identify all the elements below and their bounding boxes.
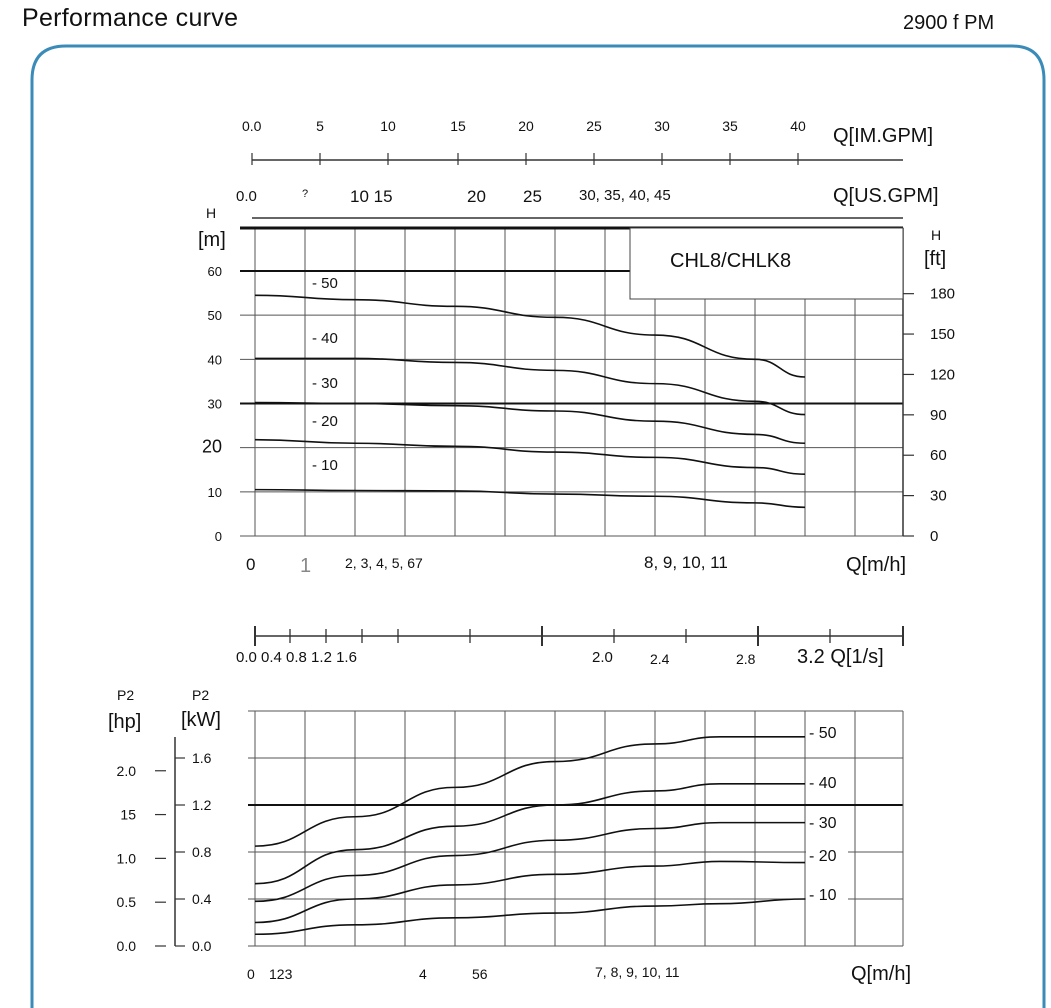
power-flow-tick-label: 123 (269, 966, 293, 982)
power-kw-axis-unit: [kW] (181, 709, 221, 731)
head-m-tick-label: 20 (201, 436, 222, 457)
head-m-tick-label: 50 (207, 308, 222, 324)
flow-ls-axis-label: 3.2 Q[1/s] (797, 646, 884, 668)
power-curve-label: - 10 (809, 887, 837, 904)
head-chart (198, 205, 955, 577)
flow-ls-axis (236, 626, 903, 668)
power-kw-tick-label: 1.6 (192, 750, 212, 766)
power-kw-tick-label: 1.2 (192, 797, 212, 813)
us-gpm-axis-label: Q[US.GPM] (833, 185, 939, 207)
power-hp-axis-unit: [hp] (108, 711, 142, 733)
us-gpm-tick-label: 25 (523, 187, 542, 206)
power-hp-tick-label: 0.5 (116, 894, 136, 911)
flow-axis-label: Q[m/h] (846, 554, 907, 576)
power-hp-tick-label: 1.0 (116, 850, 136, 867)
im-gpm-tick-label: 15 (450, 118, 466, 134)
power-flow-tick-label: 56 (472, 966, 488, 982)
us-gpm-axis (236, 185, 939, 218)
power-flow-tick-label: 0 (247, 966, 255, 982)
im-gpm-tick-label: 35 (722, 118, 738, 134)
power-kw-tick-label: 0.4 (192, 891, 212, 907)
power-curve-40 (255, 784, 805, 884)
flow-ls-tick-label: 2.0 (592, 649, 613, 666)
im-gpm-tick-label: 20 (518, 118, 534, 134)
power-kw-tick-label: 0.8 (192, 844, 212, 860)
flow-tick-label: 2, 3, 4, 5, 67 (345, 555, 423, 571)
power-hp-tick-label: 15 (120, 806, 136, 823)
flow-tick-label: 1 (300, 555, 312, 577)
flow-ls-tick-label: 0.0 0.4 0.8 1.2 1.6 (236, 649, 357, 666)
power-curve-10 (255, 899, 805, 934)
power-chart (108, 687, 911, 985)
power-hp-axis-label-top: P2 (117, 687, 135, 703)
im-gpm-tick-label: 5 (316, 118, 324, 134)
flow-ls-tick-label: 2.4 (650, 651, 670, 667)
model-label: CHL8/CHLK8 (670, 250, 792, 272)
power-curve-label: - 30 (809, 815, 837, 832)
head-curve-label: - 10 (312, 457, 338, 474)
power-kw-axis-label-top: P2 (192, 687, 210, 703)
head-ft-tick-label: 60 (930, 447, 947, 465)
head-ft-tick-label: 30 (930, 487, 947, 505)
head-ft-tick-label: 90 (930, 406, 947, 424)
head-m-axis-label-top: H (206, 205, 217, 221)
head-ft-axis-label-top: H (931, 227, 942, 243)
power-flow-axis-label: Q[m/h] (851, 963, 912, 985)
head-curve-label: - 40 (312, 330, 338, 347)
power-flow-tick-label: 7, 8, 9, 10, 11 (595, 964, 680, 980)
im-gpm-tick-label: 10 (380, 118, 396, 134)
head-m-tick-label: 60 (207, 263, 222, 279)
im-gpm-axis-label: Q[IM.GPM] (833, 125, 933, 147)
us-gpm-tick-label: 0.0 (236, 188, 257, 205)
im-gpm-axis (242, 118, 933, 165)
power-flow-tick-label: 4 (419, 966, 427, 982)
power-curve-50 (255, 737, 805, 846)
chart-title: Performance curve (22, 4, 239, 32)
flow-tick-label: 8, 9, 10, 11 (644, 553, 728, 572)
head-ft-axis-unit: [ft] (924, 248, 947, 270)
power-curve-label: - 20 (809, 848, 837, 865)
im-gpm-tick-label: 30 (654, 118, 670, 134)
power-curve-label: - 50 (809, 725, 837, 742)
im-gpm-tick-label: 25 (586, 118, 602, 134)
us-gpm-tick-label: ? (302, 188, 309, 200)
head-m-axis-unit: [m] (198, 229, 226, 251)
head-m-tick-label: 30 (207, 396, 222, 412)
head-curve-label: - 20 (312, 413, 338, 430)
power-kw-tick-label: 0.0 (192, 938, 212, 954)
head-m-tick-label: 40 (207, 352, 222, 368)
head-ft-tick-label: 150 (930, 326, 956, 344)
us-gpm-tick-label: 30, 35, 40, 45 (579, 187, 671, 204)
power-curve-label: - 40 (809, 775, 837, 792)
head-ft-tick-label: 180 (930, 285, 956, 303)
head-ft-tick-label: 120 (930, 366, 956, 384)
flow-ls-tick-label: 2.8 (736, 651, 756, 667)
head-ft-tick-label: 0 (930, 528, 939, 545)
flow-tick-label: 0 (246, 555, 256, 574)
us-gpm-tick-label: 20 (467, 187, 486, 206)
rotation-speed-label: 2900 f PM (903, 12, 995, 34)
im-gpm-tick-label: 40 (790, 118, 806, 134)
head-m-tick-label: 0 (214, 529, 222, 544)
us-gpm-tick-label: 10 15 (350, 187, 393, 206)
head-curve-label: - 30 (312, 375, 338, 392)
head-curve-label: - 50 (312, 275, 338, 292)
head-m-tick-label: 10 (207, 484, 222, 500)
power-hp-tick-label: 0.0 (116, 938, 136, 954)
power-hp-tick-label: 2.0 (116, 762, 136, 779)
im-gpm-tick-label: 0.0 (242, 118, 262, 134)
